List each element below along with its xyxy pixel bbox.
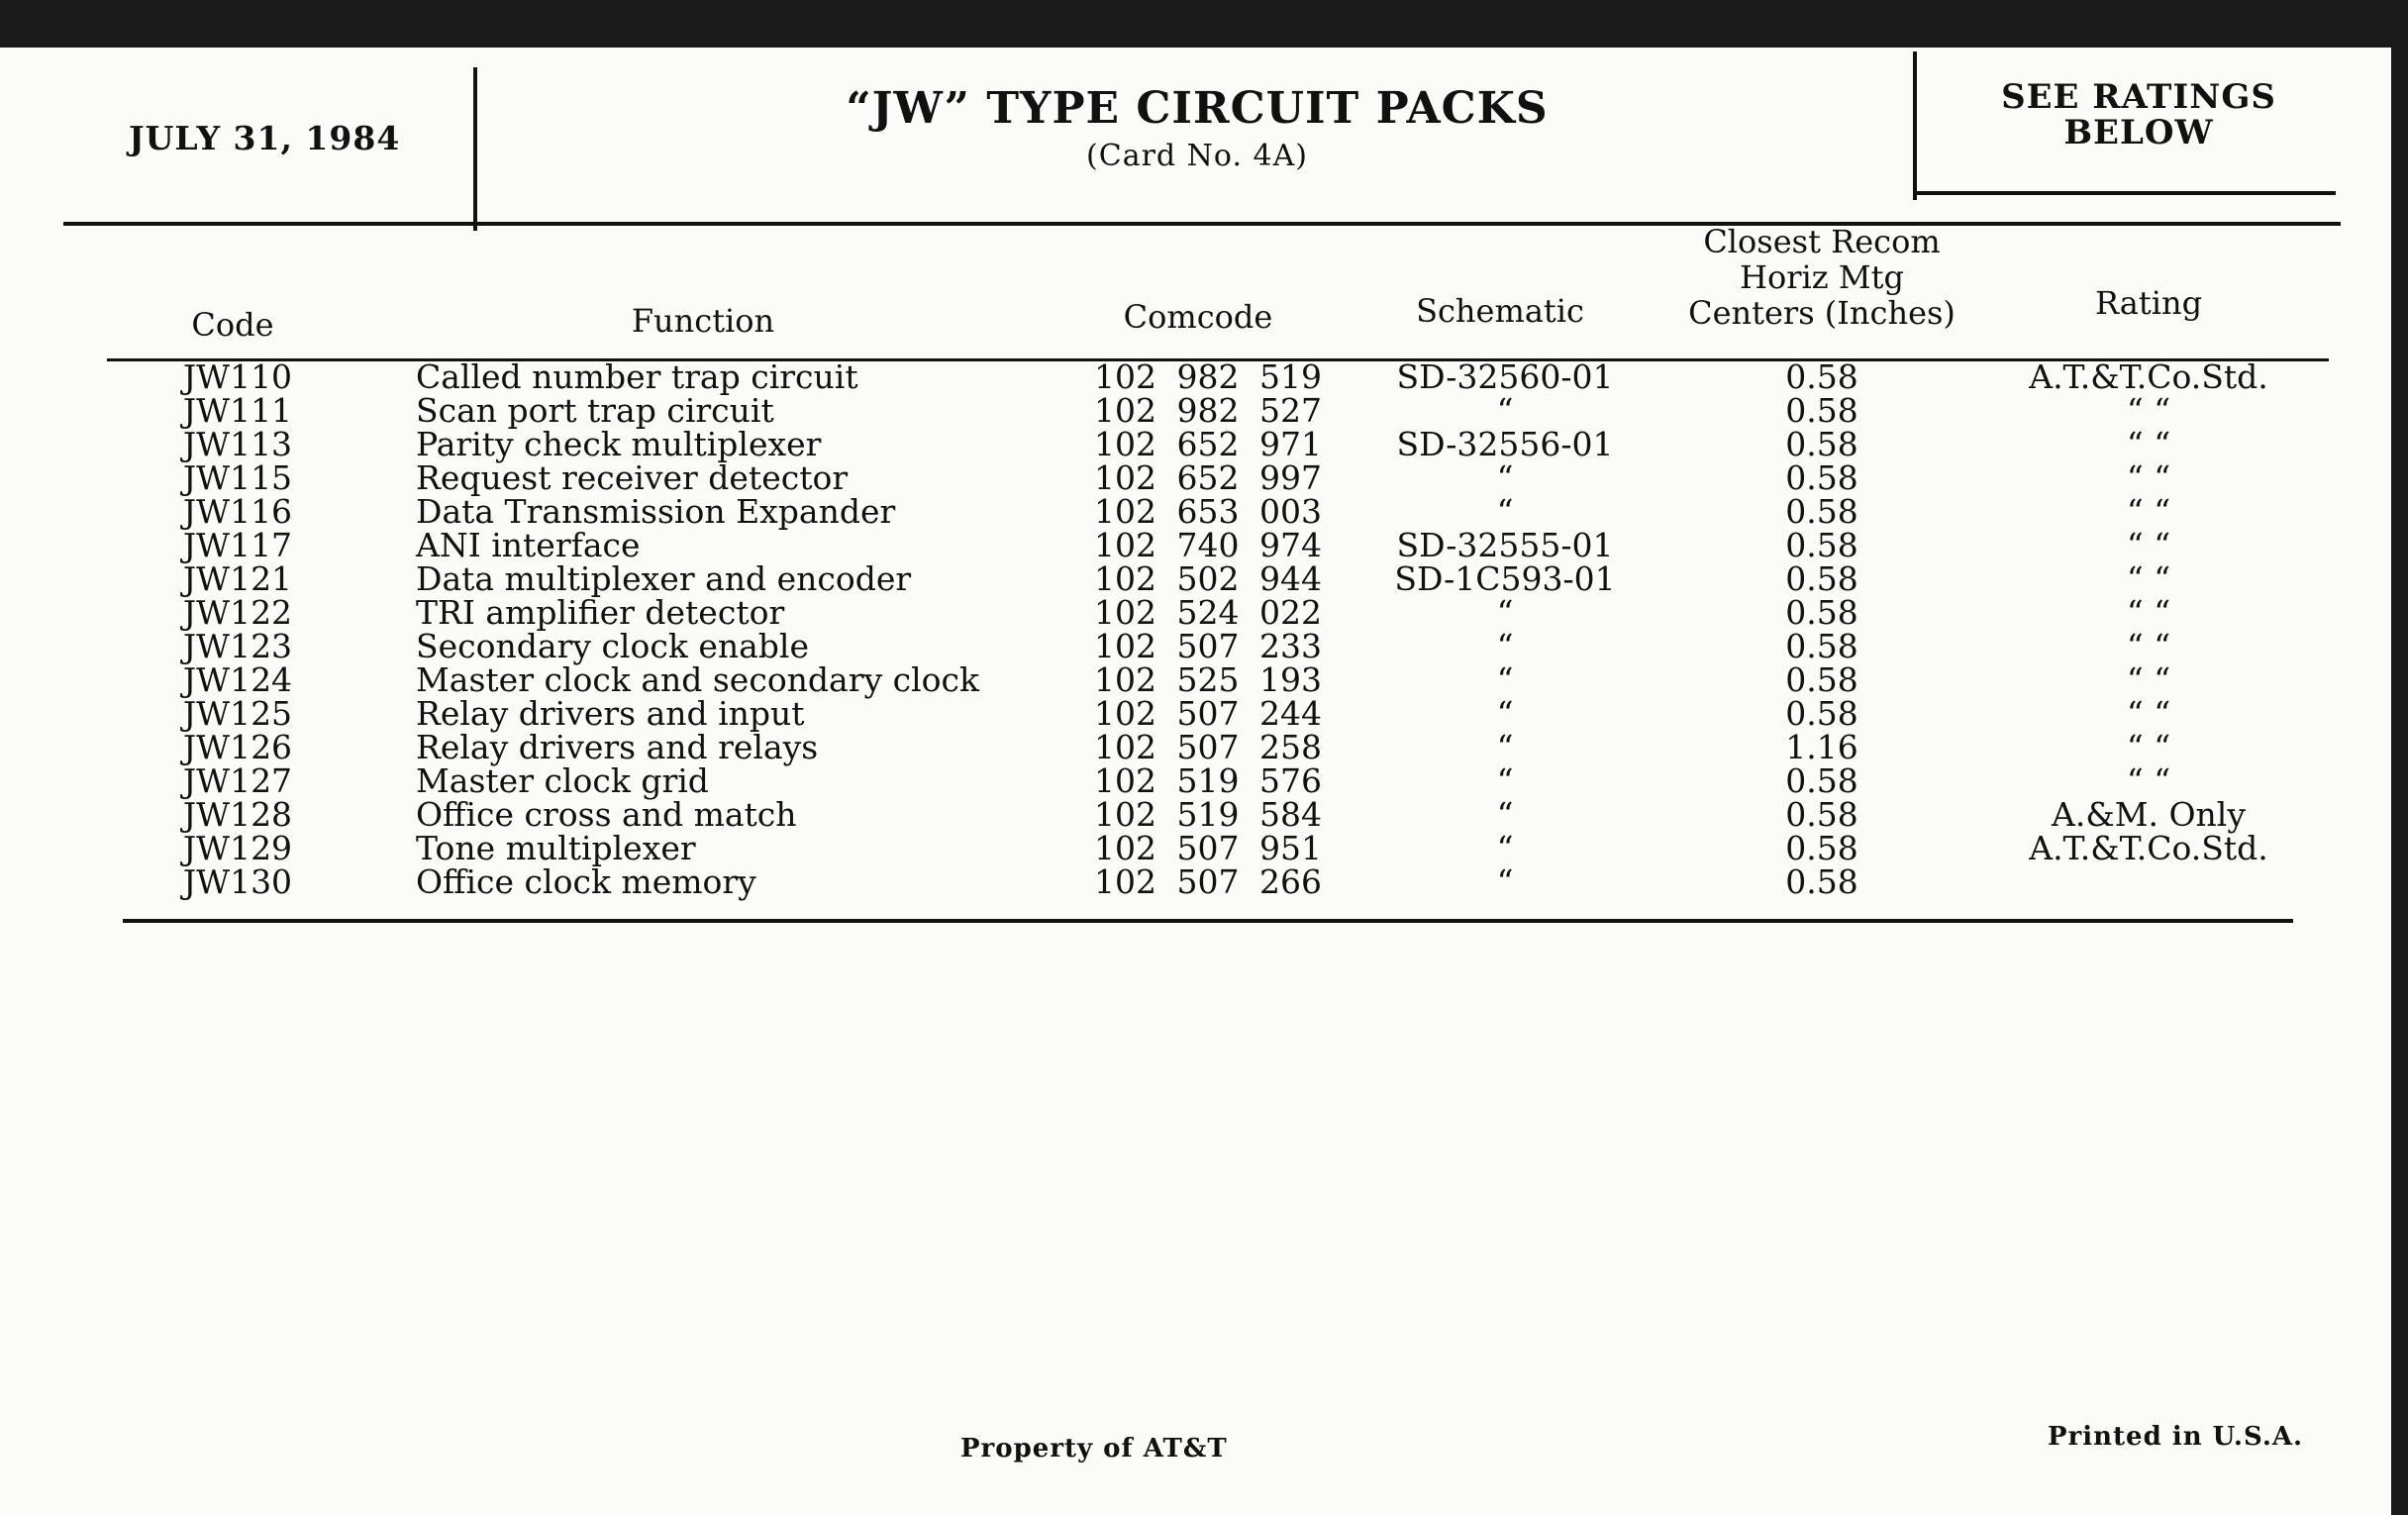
cell-comcode: 102 982 519 <box>1094 357 1322 396</box>
cell-mtg: 0.58 <box>1785 761 1858 800</box>
cell-mtg: 1.16 <box>1785 728 1858 766</box>
cell-mtg: 0.58 <box>1785 593 1858 632</box>
cell-mtg: 0.58 <box>1785 829 1858 867</box>
cell-code: JW111 <box>182 391 293 430</box>
cell-rating: “ “ <box>2126 694 2171 733</box>
cell-code: JW126 <box>182 728 293 766</box>
cell-schematic: “ <box>1496 492 1514 531</box>
cell-mtg: 0.58 <box>1785 559 1858 598</box>
cell-code: JW128 <box>182 795 293 834</box>
column-header-function: Function <box>631 302 775 340</box>
cell-schematic: SD-32556-01 <box>1396 425 1614 463</box>
footer-property: Property of AT&T <box>960 1434 1228 1464</box>
table-row <box>0 492 2391 531</box>
column-header-schematic: Schematic <box>1416 292 1584 330</box>
cell-comcode: 102 519 584 <box>1094 795 1322 834</box>
cell-rating: “ “ <box>2126 728 2171 766</box>
table-row <box>0 728 2391 766</box>
cell-rating: “ “ <box>2126 391 2171 430</box>
column-header-mtg-line2: Horiz Mtg <box>1740 258 1904 296</box>
rating-note-line1: SEE RATINGS <box>2001 77 2276 117</box>
cell-schematic: “ <box>1496 795 1514 834</box>
table-bottom-rule <box>123 919 2293 923</box>
column-header-comcode: Comcode <box>1123 298 1273 336</box>
cell-schematic: “ <box>1496 593 1514 632</box>
cell-comcode: 102 507 233 <box>1094 627 1322 665</box>
cell-comcode: 102 507 266 <box>1094 862 1322 901</box>
cell-comcode: 102 652 997 <box>1094 458 1322 497</box>
header-rule-top <box>1915 191 2336 195</box>
cell-code: JW110 <box>182 357 293 396</box>
cell-rating: A.T.&T.Co.Std. <box>2029 829 2268 867</box>
header-rule <box>63 222 2341 226</box>
cell-code: JW121 <box>182 559 293 598</box>
cell-rating: “ “ <box>2126 660 2171 699</box>
table-row <box>0 526 2391 564</box>
card-subtitle: (Card No. 4A) <box>1086 139 1308 173</box>
cell-code: JW113 <box>182 425 293 463</box>
column-header-rating: Rating <box>2094 284 2203 322</box>
cell-rating: “ “ <box>2126 425 2171 463</box>
header-divider-right <box>1913 51 1917 200</box>
cell-schematic: “ <box>1496 728 1514 766</box>
cell-comcode: 102 519 576 <box>1094 761 1322 800</box>
cell-mtg: 0.58 <box>1785 391 1858 430</box>
card-date: JULY 31, 1984 <box>129 119 401 157</box>
card-title: “JW” TYPE CIRCUIT PACKS <box>846 83 1549 134</box>
cell-function: Data Transmission Expander <box>416 492 896 531</box>
table-row <box>0 694 2391 733</box>
circuit-pack-card <box>0 48 2391 1515</box>
cell-function: Secondary clock enable <box>416 627 809 665</box>
cell-comcode: 102 502 944 <box>1094 559 1322 598</box>
cell-rating: A.&M. Only <box>2052 795 2246 834</box>
cell-code: JW122 <box>182 593 293 632</box>
cell-code: JW116 <box>182 492 293 531</box>
column-header-code: Code <box>191 306 274 344</box>
rating-note-line2: BELOW <box>2063 113 2214 152</box>
cell-comcode: 102 524 022 <box>1094 593 1322 632</box>
cell-code: JW117 <box>182 526 293 564</box>
cell-comcode: 102 982 527 <box>1094 391 1322 430</box>
cell-code: JW115 <box>182 458 293 497</box>
table-row <box>0 627 2391 665</box>
cell-mtg: 0.58 <box>1785 862 1858 901</box>
column-header-mtg <box>1663 224 1980 331</box>
table-row <box>0 391 2391 430</box>
cell-rating: “ “ <box>2126 492 2171 531</box>
cell-mtg: 0.58 <box>1785 694 1858 733</box>
cell-function: Master clock grid <box>416 761 709 800</box>
cell-code: JW127 <box>182 761 293 800</box>
table-row <box>0 559 2391 598</box>
cell-function: Data multiplexer and encoder <box>416 559 912 598</box>
cell-code: JW123 <box>182 627 293 665</box>
cell-function: Request receiver detector <box>416 458 849 497</box>
table-row <box>0 458 2391 497</box>
cell-comcode: 102 507 951 <box>1094 829 1322 867</box>
cell-comcode: 102 740 974 <box>1094 526 1322 564</box>
cell-schematic: “ <box>1496 761 1514 800</box>
header-divider-left <box>473 67 477 231</box>
table-row <box>0 357 2391 396</box>
table-row <box>0 795 2391 834</box>
cell-mtg: 0.58 <box>1785 660 1858 699</box>
cell-mtg: 0.58 <box>1785 357 1858 396</box>
table-row <box>0 593 2391 632</box>
table-row <box>0 660 2391 699</box>
cell-comcode: 102 525 193 <box>1094 660 1322 699</box>
cell-function: Relay drivers and relays <box>416 728 819 766</box>
cell-schematic: “ <box>1496 660 1514 699</box>
cell-schematic: “ <box>1496 627 1514 665</box>
cell-schematic: SD-32560-01 <box>1396 357 1614 396</box>
cell-mtg: 0.58 <box>1785 425 1858 463</box>
cell-function: Scan port trap circuit <box>416 391 774 430</box>
cell-rating: “ “ <box>2126 559 2171 598</box>
cell-mtg: 0.58 <box>1785 526 1858 564</box>
column-header-mtg-line3: Centers (Inches) <box>1688 294 1956 332</box>
cell-code: JW129 <box>182 829 293 867</box>
cell-schematic: SD-32555-01 <box>1396 526 1614 564</box>
cell-mtg: 0.58 <box>1785 458 1858 497</box>
table-row <box>0 761 2391 800</box>
cell-rating: “ “ <box>2126 458 2171 497</box>
cell-comcode: 102 653 003 <box>1094 492 1322 531</box>
cell-mtg: 0.58 <box>1785 492 1858 531</box>
cell-function: Master clock and secondary clock <box>416 660 980 699</box>
cell-comcode: 102 652 971 <box>1094 425 1322 463</box>
cell-code: JW124 <box>182 660 293 699</box>
cell-mtg: 0.58 <box>1785 627 1858 665</box>
cell-rating: A.T.&T.Co.Std. <box>2029 357 2268 396</box>
cell-comcode: 102 507 258 <box>1094 728 1322 766</box>
cell-schematic: “ <box>1496 391 1514 430</box>
cell-rating: “ “ <box>2126 526 2171 564</box>
column-header-mtg-line1: Closest Recom <box>1703 223 1941 260</box>
rating-note <box>1931 79 2347 151</box>
table-row <box>0 829 2391 867</box>
table-row <box>0 425 2391 463</box>
cell-function: Office cross and match <box>416 795 797 834</box>
cell-schematic: SD-1C593-01 <box>1394 559 1616 598</box>
cell-rating: “ “ <box>2126 627 2171 665</box>
cell-schematic: “ <box>1496 694 1514 733</box>
cell-function: TRI amplifier detector <box>416 593 785 632</box>
cell-function: Parity check multiplexer <box>416 425 822 463</box>
cell-rating: “ “ <box>2126 761 2171 800</box>
cell-function: Tone multiplexer <box>416 829 696 867</box>
footer-printed: Printed in U.S.A. <box>2048 1422 2304 1452</box>
cell-mtg: 0.58 <box>1785 795 1858 834</box>
cell-code: JW125 <box>182 694 293 733</box>
cell-function: Called number trap circuit <box>416 357 858 396</box>
cell-function: Office clock memory <box>416 862 756 901</box>
cell-schematic: “ <box>1496 862 1514 901</box>
cell-rating: “ “ <box>2126 593 2171 632</box>
cell-comcode: 102 507 244 <box>1094 694 1322 733</box>
cell-schematic: “ <box>1496 829 1514 867</box>
cell-function: ANI interface <box>416 526 641 564</box>
cell-code: JW130 <box>182 862 293 901</box>
cell-schematic: “ <box>1496 458 1514 497</box>
table-row <box>0 862 2391 901</box>
cell-function: Relay drivers and input <box>416 694 805 733</box>
